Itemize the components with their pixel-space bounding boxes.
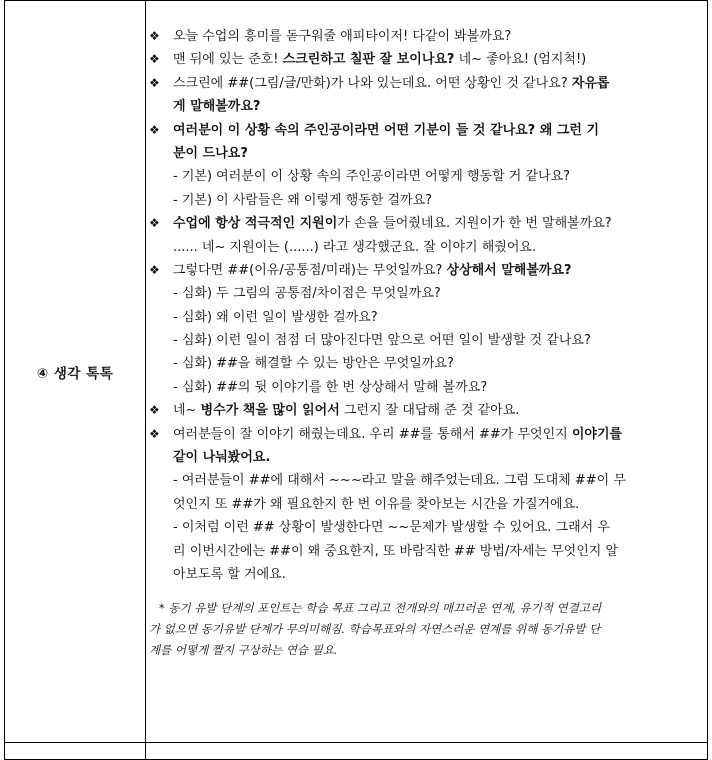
item-text: 네~	[173, 403, 201, 419]
item-text: 그렇다면 ##(이유/공통점/미래)는 무엇일까요?	[173, 262, 447, 278]
label-cell	[5, 1, 145, 742]
bullet-item	[149, 212, 697, 235]
bullet-item	[149, 259, 697, 282]
diamond-bullet-icon: ❖	[149, 403, 160, 418]
advanced-question: - 심화) 두 그림의 공통점/차이점은 무엇일까요?	[173, 286, 441, 302]
basic-question: - 기본) 이 사람들은 왜 이렇게 행동한 걸까요?	[173, 192, 433, 208]
bullet-item-cont	[149, 95, 697, 118]
item-text-bold: 같이 나눠봤어요.	[173, 450, 271, 466]
bullet-item	[149, 48, 697, 71]
advanced-question: - 심화) ##의 뒷 이야기를 한 번 상상해서 말해 볼까요?	[173, 379, 488, 395]
item-text-bold: 자유롭	[571, 75, 610, 91]
bullet-item	[149, 399, 697, 422]
diamond-bullet-icon: ❖	[149, 122, 160, 137]
row-divider	[5, 742, 707, 743]
advanced-question: - 심화) 이런 일이 점점 더 많아진다면 앞으로 어떤 일이 발생할 것 같나요?	[173, 333, 591, 349]
diamond-bullet-icon: ❖	[149, 426, 160, 441]
diamond-bullet-icon: ❖	[149, 29, 160, 43]
item-text-bold: 수업에 항상 적극적인 지원이	[173, 216, 338, 232]
note-block	[149, 598, 697, 661]
paragraph-line: - 여러분들이 ##에 대해서 ~~~라고 말을 해주었는데요. 그럼 도대체 ##이 무	[173, 473, 626, 489]
item-text: 그런지 잘 대답해 준 것 같아요.	[339, 403, 520, 419]
bullet-item	[149, 119, 697, 142]
note-line: 가 없으면 동기유발 단계가 무의미해짐. 학습목표와의 자연스러운 연계를 위해 동기유발 단	[149, 622, 601, 637]
bullet-item-cont	[149, 142, 697, 165]
item-text: 오늘 수업의 흥미를 돋구워줄 애피타이저! 다같이 봐볼까요?	[173, 29, 512, 44]
note-line: 계를 어떻게 짤지 구상하는 연습 필요.	[149, 643, 338, 658]
bullet-item	[149, 423, 697, 446]
item-text: 네~ 좋아요! (엄지척!)	[454, 52, 587, 68]
item-text-bold: 이야기를	[571, 426, 623, 442]
bullet-list-top	[149, 25, 697, 165]
diamond-bullet-icon: ❖	[149, 262, 160, 277]
bullet-item	[149, 25, 697, 48]
item-text-bold: 병수가 책을 많이 읽어서	[200, 403, 340, 419]
advanced-question: - 심화) 왜 이런 일이 발생한 걸까요?	[173, 309, 378, 325]
paragraph-line: 리 이번시간에는 ##이 왜 중요한지, 또 바람직한 ## 방법/자세는 무엇인지 알	[173, 543, 619, 559]
content-cell	[149, 25, 697, 661]
item-text-bold: 분이 드나요?	[173, 145, 248, 161]
bullet-item	[149, 72, 697, 95]
paragraph-line: 엇인지 또 ##가 왜 필요한지 한 번 이유를 찾아보는 시간을 가질거에요.	[173, 496, 580, 512]
advanced-question: - 심화) ##을 해결할 수 있는 방안은 무엇일까요?	[173, 356, 454, 372]
item-text: 여러분들이 잘 이야기 해줬는데요. 우리 ##를 통해서 ##가 무엇인지	[173, 426, 572, 442]
item-text-bold: 상상해서 말해볼까요?	[446, 262, 572, 278]
note-line: * 동기 유발 단계의 포인트는 학습 목표 그리고 전개와의 매끄러운 연계, 유기적 연결고리	[159, 601, 602, 616]
item-text-bold: 스크린하고 칠판 잘 보이나요?	[282, 52, 455, 68]
diamond-bullet-icon: ❖	[149, 216, 160, 231]
item-text: 맨 뒤에 있는 준호!	[173, 52, 283, 68]
section-label: ④ 생각 톡톡	[36, 365, 114, 382]
paragraph-line: - 이처럼 이런 ## 상황이 발생한다면 ~~문제가 발생할 수 있어요. 그래서 우	[173, 520, 610, 536]
basic-question: - 기본) 여러분이 이 상황 속의 주인공이라면 어떻게 행동할 거 같나요?	[173, 169, 571, 185]
bullet-item-cont	[149, 446, 697, 469]
column-divider	[145, 1, 146, 759]
item-text-bold: 여러분이 이 상황 속의 주인공이라면 어떤 기분이 들 것 같나요? 왜 그런 기	[173, 122, 600, 138]
bullet-item-cont: ...... 네~ 지원이는 (......) 라고 생각했군요. 잘 이야기 해줬어요.	[173, 239, 537, 255]
item-text: 가 손을 들어줬네요. 지원이가 한 번 말해볼까요?	[337, 216, 612, 232]
paragraph-line: 아보도록 할 거에요.	[173, 566, 286, 582]
diamond-bullet-icon: ❖	[149, 52, 160, 67]
item-text: 스크린에 ##(그림/글/만화)가 나와 있는데요. 어떤 상황인 것 같나요?	[173, 75, 572, 91]
diamond-bullet-icon: ❖	[149, 75, 160, 90]
item-text-bold: 게 말해볼까요?	[173, 99, 261, 115]
